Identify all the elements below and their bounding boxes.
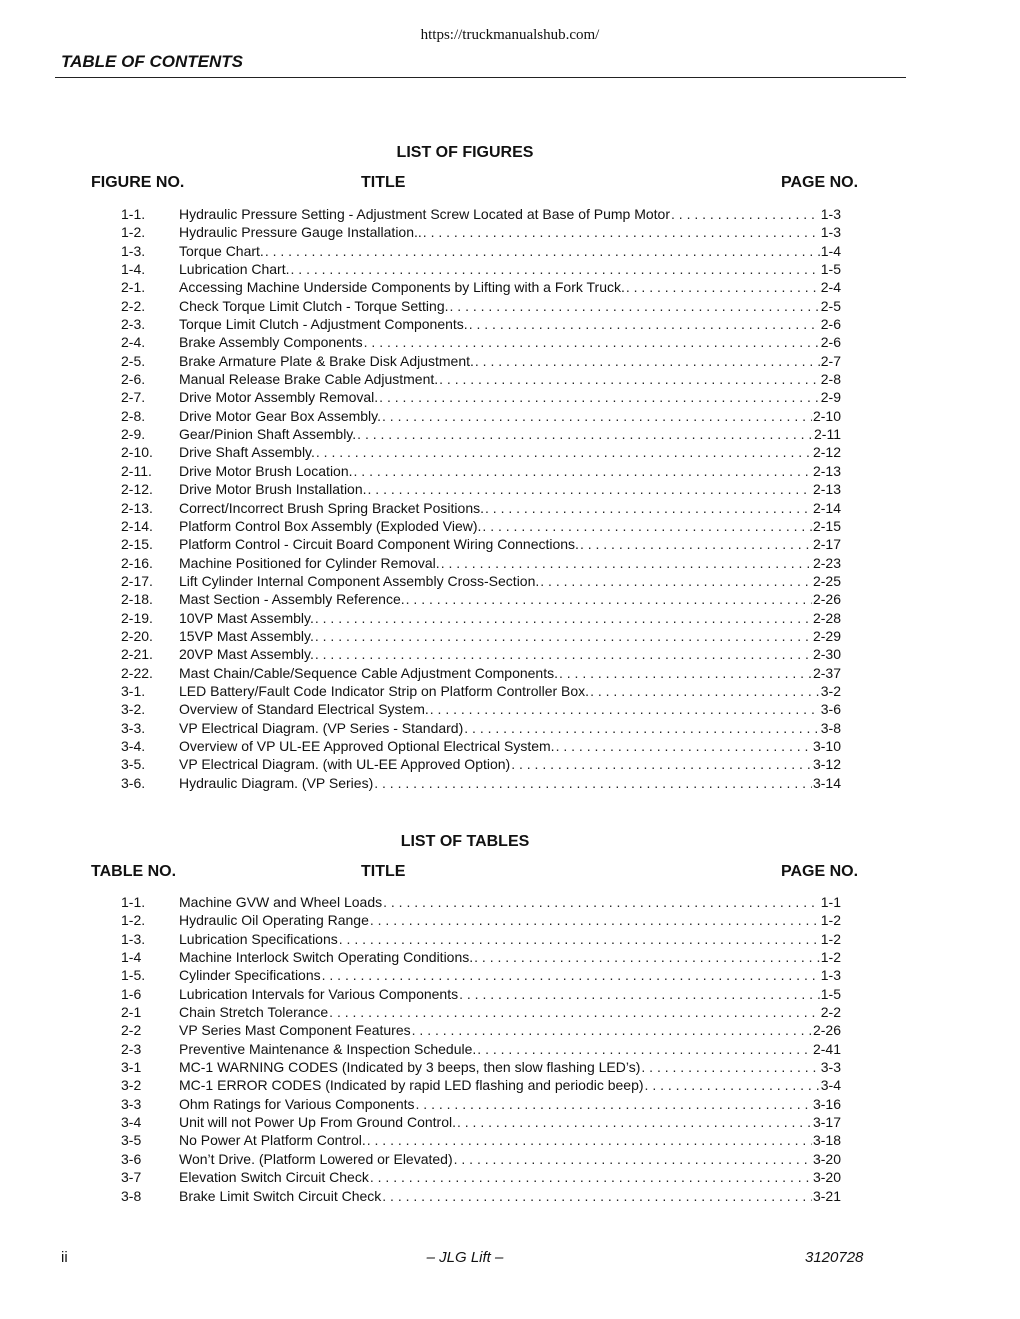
tables-list — [121, 893, 841, 1205]
entry-page-number: 1-3 — [820, 224, 841, 241]
dot-leader — [641, 1058, 819, 1076]
toc-entry[interactable] — [121, 682, 841, 700]
entry-title: VP Series Mast Component Features — [179, 1022, 411, 1039]
dot-leader — [540, 572, 812, 590]
toc-entry[interactable] — [121, 205, 841, 223]
entry-title: Brake Assembly Components — [179, 334, 363, 351]
dot-leader — [315, 645, 812, 663]
entry-number: 2-10. — [121, 444, 153, 461]
toc-entry[interactable] — [121, 1150, 841, 1168]
tables-col-page: PAGE NO. — [781, 863, 859, 880]
toc-entry[interactable] — [121, 260, 841, 278]
toc-entry[interactable] — [121, 948, 841, 966]
entry-title: Won’t Drive. (Platform Lowered or Elevated) — [179, 1150, 453, 1167]
toc-entry[interactable] — [121, 517, 841, 535]
entry-title: Lift Cylinder Internal Component Assembly Cross-Section. — [179, 572, 540, 589]
entry-page-number: 2-4 — [820, 279, 841, 296]
figures-col-title: TITLE — [361, 174, 406, 191]
toc-entry[interactable] — [121, 554, 841, 572]
entry-title: Correct/Incorrect Brush Spring Bracket Positions. — [179, 499, 485, 516]
entry-page-number: 3-8 — [820, 719, 841, 736]
dot-leader — [450, 297, 820, 315]
entry-number: 2-1. — [121, 279, 146, 296]
entry-number: 2-13. — [121, 499, 153, 516]
entry-page-number: 1-4 — [820, 242, 841, 259]
entry-number: 3-1. — [121, 682, 146, 699]
toc-entry[interactable] — [121, 1131, 841, 1149]
toc-entry[interactable] — [121, 627, 841, 645]
entry-title: Ohm Ratings for Various Components — [179, 1095, 415, 1112]
entry-title: Drive Motor Brush Location. — [179, 462, 353, 479]
entry-title: Drive Motor Brush Installation. — [179, 481, 367, 498]
dot-leader — [412, 1021, 812, 1039]
entry-number: 3-5 — [121, 1132, 142, 1149]
dot-leader — [406, 590, 812, 608]
entry-page-number: 2-23 — [812, 554, 841, 571]
entry-page-number: 3-21 — [812, 1187, 841, 1204]
toc-entry[interactable] — [121, 242, 841, 260]
entry-title: No Power At Platform Control. — [179, 1132, 366, 1149]
dot-leader — [454, 1150, 812, 1168]
entry-page-number: 3-20 — [812, 1150, 841, 1167]
entry-number: 1-1. — [121, 206, 146, 222]
dot-leader — [370, 911, 820, 929]
dot-leader — [590, 682, 820, 700]
entry-title: Hydraulic Diagram. (VP Series) — [179, 774, 374, 791]
entry-page-number: 2-14 — [812, 499, 841, 516]
entry-title: Mast Chain/Cable/Sequence Cable Adjustment Components. — [179, 664, 558, 681]
toc-entry[interactable] — [121, 930, 841, 948]
entry-page-number: 3-20 — [812, 1169, 841, 1186]
entry-number: 1-3. — [121, 242, 146, 259]
dot-leader — [329, 1003, 820, 1021]
entry-page-number: 2-37 — [812, 664, 841, 681]
toc-entry[interactable] — [121, 893, 841, 911]
entry-title: LED Battery/Fault Code Indicator Strip on Platform Controller Box. — [179, 682, 590, 699]
entry-number: 3-8 — [121, 1187, 142, 1204]
entry-page-number: 1-2 — [820, 912, 841, 929]
entry-number: 1-4. — [121, 261, 146, 278]
toc-entry[interactable] — [121, 609, 841, 627]
entry-number: 2-5. — [121, 352, 146, 369]
dot-leader — [315, 627, 812, 645]
dot-leader — [265, 242, 820, 260]
entry-title: Preventive Maintenance & Inspection Schedule. — [179, 1040, 477, 1057]
entry-page-number: 3-10 — [812, 737, 841, 754]
entry-title: Machine Interlock Switch Operating Conditions. — [179, 949, 474, 966]
toc-entry[interactable] — [121, 425, 841, 443]
entry-title: Hydraulic Pressure Setting - Adjustment Screw Located at Base of Pump Motor — [179, 206, 671, 222]
entry-title: VP Electrical Diagram. (with UL-EE Approved Option) — [179, 756, 511, 773]
entry-title: VP Electrical Diagram. (VP Series - Standard) — [179, 719, 464, 736]
entry-page-number: 2-29 — [812, 627, 841, 644]
entry-title: Lubrication Chart. — [179, 261, 290, 278]
entry-page-number: 3-6 — [820, 701, 841, 718]
entry-number: 2-21. — [121, 646, 153, 663]
dot-leader — [626, 278, 820, 296]
entry-page-number: 2-6 — [820, 334, 841, 351]
entry-title: Platform Control - Circuit Board Component Wiring Connections. — [179, 536, 579, 553]
toc-entry[interactable] — [121, 388, 841, 406]
entry-number: 2-12. — [121, 481, 153, 498]
toc-entry[interactable] — [121, 755, 841, 773]
dot-leader — [370, 1168, 812, 1186]
dot-leader — [469, 315, 820, 333]
entry-number: 2-6. — [121, 371, 146, 388]
entry-page-number: 2-9 — [820, 389, 841, 406]
entry-title: Accessing Machine Underside Components by Lifting with a Fork Truck. — [179, 279, 625, 296]
toc-entry[interactable] — [121, 645, 841, 663]
toc-entry[interactable] — [121, 1168, 841, 1186]
entry-number: 3-1 — [121, 1059, 142, 1076]
entry-title: MC-1 WARNING CODES (Indicated by 3 beeps, then slow flashing LED’s) — [179, 1059, 641, 1076]
entry-page-number: 1-2 — [820, 930, 841, 947]
entry-title: Overview of VP UL-EE Approved Optional Electrical System. — [179, 737, 555, 754]
page-header-title: TABLE OF CONTENTS — [61, 52, 243, 71]
dot-leader — [339, 930, 820, 948]
entry-number: 3-4 — [121, 1114, 142, 1131]
entry-title: Unit will not Power Up From Ground Control. — [179, 1114, 456, 1131]
tables-col-title: TITLE — [361, 863, 406, 880]
dot-leader — [354, 462, 812, 480]
entry-page-number: 2-2 — [820, 1004, 841, 1021]
dot-leader — [559, 664, 812, 682]
entry-page-number: 2-13 — [812, 462, 841, 479]
dot-leader — [671, 205, 820, 223]
entry-number: 2-8. — [121, 407, 146, 424]
entry-number: 3-6. — [121, 774, 146, 791]
toc-entry[interactable] — [121, 1095, 841, 1113]
footer-doc-number: 3120728 — [805, 1249, 864, 1266]
entry-page-number: 1-1 — [820, 894, 841, 910]
entry-page-number: 2-13 — [812, 481, 841, 498]
toc-entry[interactable] — [121, 1003, 841, 1021]
toc-entry[interactable] — [121, 1058, 841, 1076]
figures-list — [121, 205, 841, 792]
toc-entry[interactable] — [121, 278, 841, 296]
entry-title: 10VP Mast Assembly. — [179, 609, 314, 626]
entry-title: Gear/Pinion Shaft Assembly. — [179, 426, 357, 443]
toc-entry[interactable] — [121, 737, 841, 755]
entry-title: Machine Positioned for Cylinder Removal. — [179, 554, 440, 571]
entry-page-number: 2-28 — [812, 609, 841, 626]
dot-leader — [459, 985, 820, 1003]
dot-leader — [315, 609, 812, 627]
dot-leader — [416, 1095, 812, 1113]
entry-number: 3-7 — [121, 1169, 142, 1186]
footer-publisher: – JLG Lift – — [426, 1249, 504, 1266]
entry-page-number: 3-12 — [812, 756, 841, 773]
entry-title: MC-1 ERROR CODES (Indicated by rapid LED flashing and periodic beep) — [179, 1077, 644, 1094]
entry-number: 3-6 — [121, 1150, 142, 1167]
entry-page-number: 2-26 — [812, 591, 841, 608]
entry-title: 15VP Mast Assembly. — [179, 627, 314, 644]
entry-number: 2-3. — [121, 316, 146, 333]
entry-page-number: 2-10 — [812, 407, 841, 424]
toc-entry[interactable] — [121, 590, 841, 608]
entry-number: 2-3 — [121, 1040, 142, 1057]
dot-leader — [368, 480, 812, 498]
toc-entry[interactable] — [121, 315, 841, 333]
toc-entry[interactable] — [121, 1076, 841, 1094]
toc-entry[interactable] — [121, 443, 841, 461]
dot-leader — [645, 1076, 820, 1094]
toc-entry[interactable] — [121, 985, 841, 1003]
toc-entry[interactable] — [121, 572, 841, 590]
figures-col-page: PAGE NO. — [781, 174, 859, 191]
entry-number: 3-4. — [121, 737, 146, 754]
entry-page-number: 3-14 — [812, 774, 841, 791]
entry-page-number: 2-17 — [812, 536, 841, 553]
toc-entry[interactable] — [121, 774, 841, 792]
entry-title: Torque Limit Clutch - Adjustment Components. — [179, 316, 468, 333]
entry-title: Mast Section - Assembly Reference. — [179, 591, 405, 608]
dot-leader — [382, 1187, 812, 1205]
toc-entry[interactable] — [121, 535, 841, 553]
toc-entry[interactable] — [121, 462, 841, 480]
entry-page-number: 2-11 — [814, 426, 841, 443]
entry-number: 2-22. — [121, 664, 153, 681]
toc-entry[interactable] — [121, 370, 841, 388]
entry-page-number: 2-41 — [812, 1040, 841, 1057]
entry-page-number: 3-16 — [812, 1095, 841, 1112]
toc-entry[interactable] — [121, 223, 841, 241]
entry-number: 3-2 — [121, 1077, 142, 1094]
entry-title: Drive Motor Assembly Removal. — [179, 389, 379, 406]
entry-number: 2-19. — [121, 609, 153, 626]
header-divider — [55, 77, 906, 78]
entry-title: Elevation Switch Circuit Check — [179, 1169, 369, 1186]
dot-leader — [482, 517, 812, 535]
entry-page-number: 1-5 — [820, 985, 841, 1002]
figures-col-number: FIGURE NO. — [91, 174, 185, 191]
entry-number: 1-1. — [121, 894, 146, 910]
entry-title: Overview of Standard Electrical System. — [179, 701, 429, 718]
dot-leader — [316, 443, 812, 461]
entry-number: 2-7. — [121, 389, 146, 406]
dot-leader — [485, 499, 812, 517]
toc-entry[interactable] — [121, 499, 841, 517]
dot-leader — [357, 425, 813, 443]
entry-number: 2-9. — [121, 426, 146, 443]
entry-number: 2-2. — [121, 297, 146, 314]
entry-page-number: 3-2 — [820, 682, 841, 699]
entry-page-number: 3-18 — [812, 1132, 841, 1149]
toc-entry[interactable] — [121, 297, 841, 315]
entry-page-number: 2-25 — [812, 572, 841, 589]
dot-leader — [556, 737, 812, 755]
entry-number: 1-5. — [121, 967, 146, 984]
entry-number: 2-14. — [121, 517, 153, 534]
entry-title: Cylinder Specifications — [179, 967, 321, 984]
toc-entry[interactable] — [121, 1113, 841, 1131]
entry-page-number: 1-2 — [820, 949, 841, 966]
entry-number: 3-3 — [121, 1095, 142, 1112]
entry-number: 2-1 — [121, 1004, 142, 1021]
entry-title: Hydraulic Oil Operating Range — [179, 912, 369, 929]
entry-title: Drive Motor Gear Box Assembly. — [179, 407, 382, 424]
toc-entry[interactable] — [121, 719, 841, 737]
entry-page-number: 3-4 — [820, 1077, 841, 1094]
entry-number: 2-2 — [121, 1022, 142, 1039]
toc-entry[interactable] — [121, 407, 841, 425]
figures-section-title: LIST OF FIGURES — [396, 144, 534, 161]
entry-number: 3-3. — [121, 719, 146, 736]
entry-page-number: 1-3 — [820, 206, 841, 222]
entry-page-number: 2-12 — [812, 444, 841, 461]
dot-leader — [457, 1113, 812, 1131]
dot-leader — [382, 407, 812, 425]
entry-number: 2-17. — [121, 572, 153, 589]
entry-title: Torque Chart. — [179, 242, 264, 259]
toc-entry[interactable] — [121, 911, 841, 929]
dot-leader — [475, 352, 820, 370]
toc-entry[interactable] — [121, 966, 841, 984]
dot-leader — [439, 370, 820, 388]
entry-number: 1-2. — [121, 912, 146, 929]
footer-page-label: ii — [61, 1249, 68, 1266]
entry-page-number: 2-7 — [820, 352, 841, 369]
entry-page-number: 2-6 — [820, 316, 841, 333]
dot-leader — [511, 755, 812, 773]
toc-entry[interactable] — [121, 333, 841, 351]
toc-entry[interactable] — [121, 1021, 841, 1039]
entry-number: 2-16. — [121, 554, 153, 571]
entry-number: 1-4 — [121, 949, 142, 966]
dot-leader — [464, 719, 820, 737]
entry-page-number: 2-15 — [812, 517, 841, 534]
entry-page-number: 2-30 — [812, 646, 841, 663]
entry-page-number: 2-5 — [820, 297, 841, 314]
entry-number: 1-2. — [121, 224, 146, 241]
dot-leader — [383, 893, 820, 911]
entry-page-number: 2-26 — [812, 1022, 841, 1039]
entry-number: 3-2. — [121, 701, 146, 718]
entry-page-number: 1-5 — [820, 261, 841, 278]
source-url[interactable]: https://truckmanualshub.com/ — [420, 27, 600, 43]
entry-title: Manual Release Brake Cable Adjustment. — [179, 371, 439, 388]
entry-number: 2-20. — [121, 627, 153, 644]
dot-leader — [441, 554, 812, 572]
dot-leader — [477, 1040, 812, 1058]
entry-number: 3-5. — [121, 756, 146, 773]
entry-number: 1-6 — [121, 985, 142, 1002]
dot-leader — [379, 388, 820, 406]
entry-title: Machine GVW and Wheel Loads — [179, 894, 383, 910]
entry-title: Drive Shaft Assembly. — [179, 444, 315, 461]
dot-leader — [291, 260, 820, 278]
entry-page-number: 1-3 — [820, 967, 841, 984]
entry-number: 2-15. — [121, 536, 153, 553]
entry-page-number: 3-17 — [812, 1114, 841, 1131]
toc-entry[interactable] — [121, 664, 841, 682]
entry-title: Lubrication Specifications — [179, 930, 338, 947]
dot-leader — [580, 535, 812, 553]
toc-entry[interactable] — [121, 1187, 841, 1205]
dot-leader — [474, 948, 820, 966]
tables-col-number: TABLE NO. — [91, 863, 177, 880]
entry-number: 2-18. — [121, 591, 153, 608]
entry-page-number: 2-8 — [820, 371, 841, 388]
entry-title: Check Torque Limit Clutch - Torque Setting. — [179, 297, 449, 314]
entry-title: Hydraulic Pressure Gauge Installation.. — [179, 224, 422, 241]
dot-leader — [364, 333, 820, 351]
toc-entry[interactable] — [121, 480, 841, 498]
entry-title: Chain Stretch Tolerance — [179, 1004, 329, 1021]
entry-page-number: 3-3 — [820, 1059, 841, 1076]
toc-entry[interactable] — [121, 1040, 841, 1058]
entry-title: 20VP Mast Assembly. — [179, 646, 314, 663]
entry-title: Brake Limit Switch Circuit Check — [179, 1187, 382, 1204]
tables-section-title: LIST OF TABLES — [400, 833, 530, 850]
dot-leader — [367, 1131, 812, 1149]
dot-leader — [322, 966, 820, 984]
dot-leader — [430, 700, 820, 718]
entry-number: 1-3. — [121, 930, 146, 947]
dot-leader — [374, 774, 812, 792]
entry-title: Platform Control Box Assembly (Exploded View). — [179, 517, 482, 534]
entry-number: 2-11. — [121, 462, 152, 479]
dot-leader — [423, 223, 820, 241]
entry-title: Brake Armature Plate & Brake Disk Adjustment. — [179, 352, 474, 369]
entry-title: Lubrication Intervals for Various Components — [179, 985, 459, 1002]
entry-number: 2-4. — [121, 334, 146, 351]
toc-entry[interactable] — [121, 352, 841, 370]
toc-entry[interactable] — [121, 700, 841, 718]
